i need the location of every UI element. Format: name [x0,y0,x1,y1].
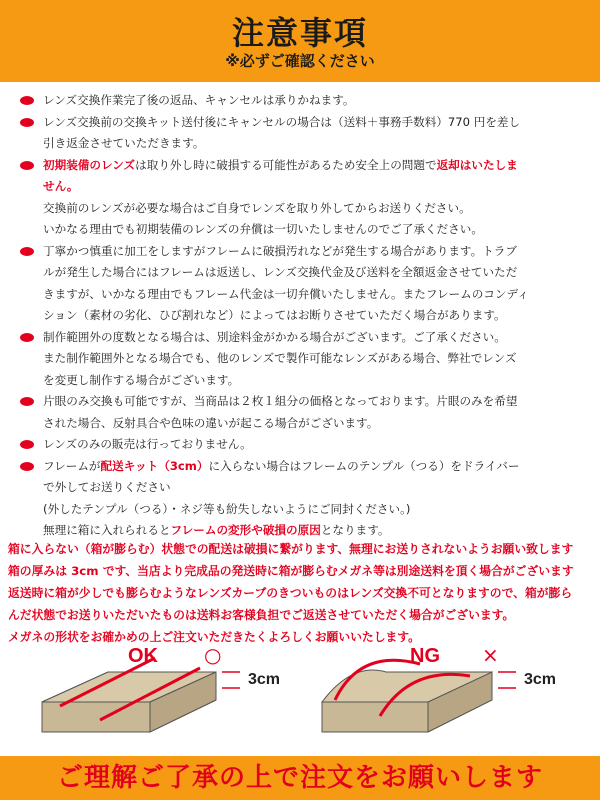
note-fragment: に入らない場合はフレームのテンプル（つる）をドライバー で外してお送りください (外したテンプル（つる）・ネジ等も紛失しないようにご同封ください。) 無理に箱に入れられると [43,458,520,537]
note-emphasis: フレームの変形や破損の原因 [170,523,321,537]
note-fragment: 制作範囲外の度数となる場合は、別途料金がかかる場合がございます。ご了承ください。 また制作範囲外となる場合でも、他のレンズで製作可能なレンズがある場合、弊社でレンズ を変更し制作する場合がございます。 [43,329,517,387]
note-item [20,155,580,198]
ok-dimension-label: 3cm [248,671,281,688]
note-item [20,112,580,155]
red-bullet-icon [20,247,34,256]
page-subtitle: ※必ずご確認ください [225,52,375,70]
note-item [20,391,580,434]
note-item [20,327,580,392]
ng-dim-bracket [498,672,516,688]
notes-list [20,90,580,542]
page-title: 注意事項 [231,14,368,52]
red-bullet-icon [20,96,34,105]
note-emphasis: 配送キット（3cm） [100,458,209,473]
note-text [43,198,580,241]
red-bullet-icon [20,440,34,449]
note-item [20,456,580,542]
note-fragment: となります。 [320,523,390,537]
box-illustration [0,640,600,755]
note-item [20,241,580,327]
red-bullet-icon [20,462,34,471]
note-fragment: 丁寧かつ慎重に加工をしますがフレームに破損汚れなどが発生する場合があります。トラブ ルが発生した場合にはフレームは返送し、レンズ交換代金及び送料を全額返金させていただ きますが、いかなる理由でもフレーム代金は一切弁償いたしません。またフレームのコンディ ション（素材の劣化、ひび割れなど）によってはお断りさせていただく場合があります。 [43,243,529,322]
note-fragment: 片眼のみ交換も可能ですが、当商品は２枚１組分の価格となっております。片眼のみを希望 された場合、反射具合や色味の違いが起こる場合がございます。 [43,394,518,430]
red-bullet-icon [20,333,34,342]
warning-block [8,538,596,648]
warning-line: 箱に入らない（箱が膨らむ）状態での配送は破損に繋がります、無理にお送りされないようお願い致します [8,542,574,556]
header-banner [0,0,600,82]
note-fragment: レンズのみの販売は行っておりません。 [43,437,252,451]
warning-line: んだ状態でお送りいただいたものは送料お客様負担でご返送させていただく場合がございます。 [8,608,515,622]
note-emphasis: 返却はいたしま せん。 [43,157,518,193]
note-text [43,241,580,327]
ng-box [322,660,516,732]
note-emphasis: 初期装備のレンズ [43,157,136,172]
red-bullet-icon [20,397,34,406]
note-item [20,434,580,456]
note-fragment: は取り外し時に破損する可能性があるため安全上の問題で [135,157,437,172]
note-item [20,90,580,112]
note-item [20,198,580,241]
ng-label: NG [410,645,440,667]
note-fragment: レンズ交換作業完了後の返品、キャンセルは承りかねます。 [43,93,355,107]
note-fragment: レンズ交換前の交換キット送付後にキャンセルの場合は（送料＋事務手数料）770 円を差し 引き返金させていただきます。 [43,114,521,150]
warning-line: 箱の厚みは 3cm です、当店より完成品の発送時に箱が膨らむメガネ等は別途送料を頂く場合がございます [8,564,574,578]
warning-line: メガネの形状をお確かめの上ご注文いただきたくよろしくお願いいたします。 [8,630,420,644]
note-text [43,456,580,542]
ok-box [42,658,240,732]
ng-dimension-label: 3cm [524,671,557,688]
note-text [43,327,580,392]
note-text [43,391,580,434]
note-text [43,112,580,155]
ok-label: OK [128,645,158,667]
note-fragment: 交換前のレンズが必要な場合はご自身でレンズを取り外してからお送りください。 いかなる理由でも初期装備のレンズの弁償は一切いたしませんのでご了承ください。 [43,200,483,236]
warning-line: 返送時に箱が少しでも膨らむようなレンズカーブのきついものはレンズ交換不可となりますので、箱が膨ら [8,586,573,600]
footer-banner: ご理解ご了承の上で注文をお願いします [0,756,600,800]
bullet-spacer [20,204,34,213]
note-text [43,90,580,112]
ok-mark: ○ [204,643,222,667]
red-bullet-icon [20,118,34,127]
red-bullet-icon [20,161,34,170]
note-fragment: フレームが [43,458,101,473]
ok-dim-bracket [222,672,240,688]
ng-mark: × [482,643,499,667]
note-text [43,434,580,456]
note-text [43,155,580,198]
